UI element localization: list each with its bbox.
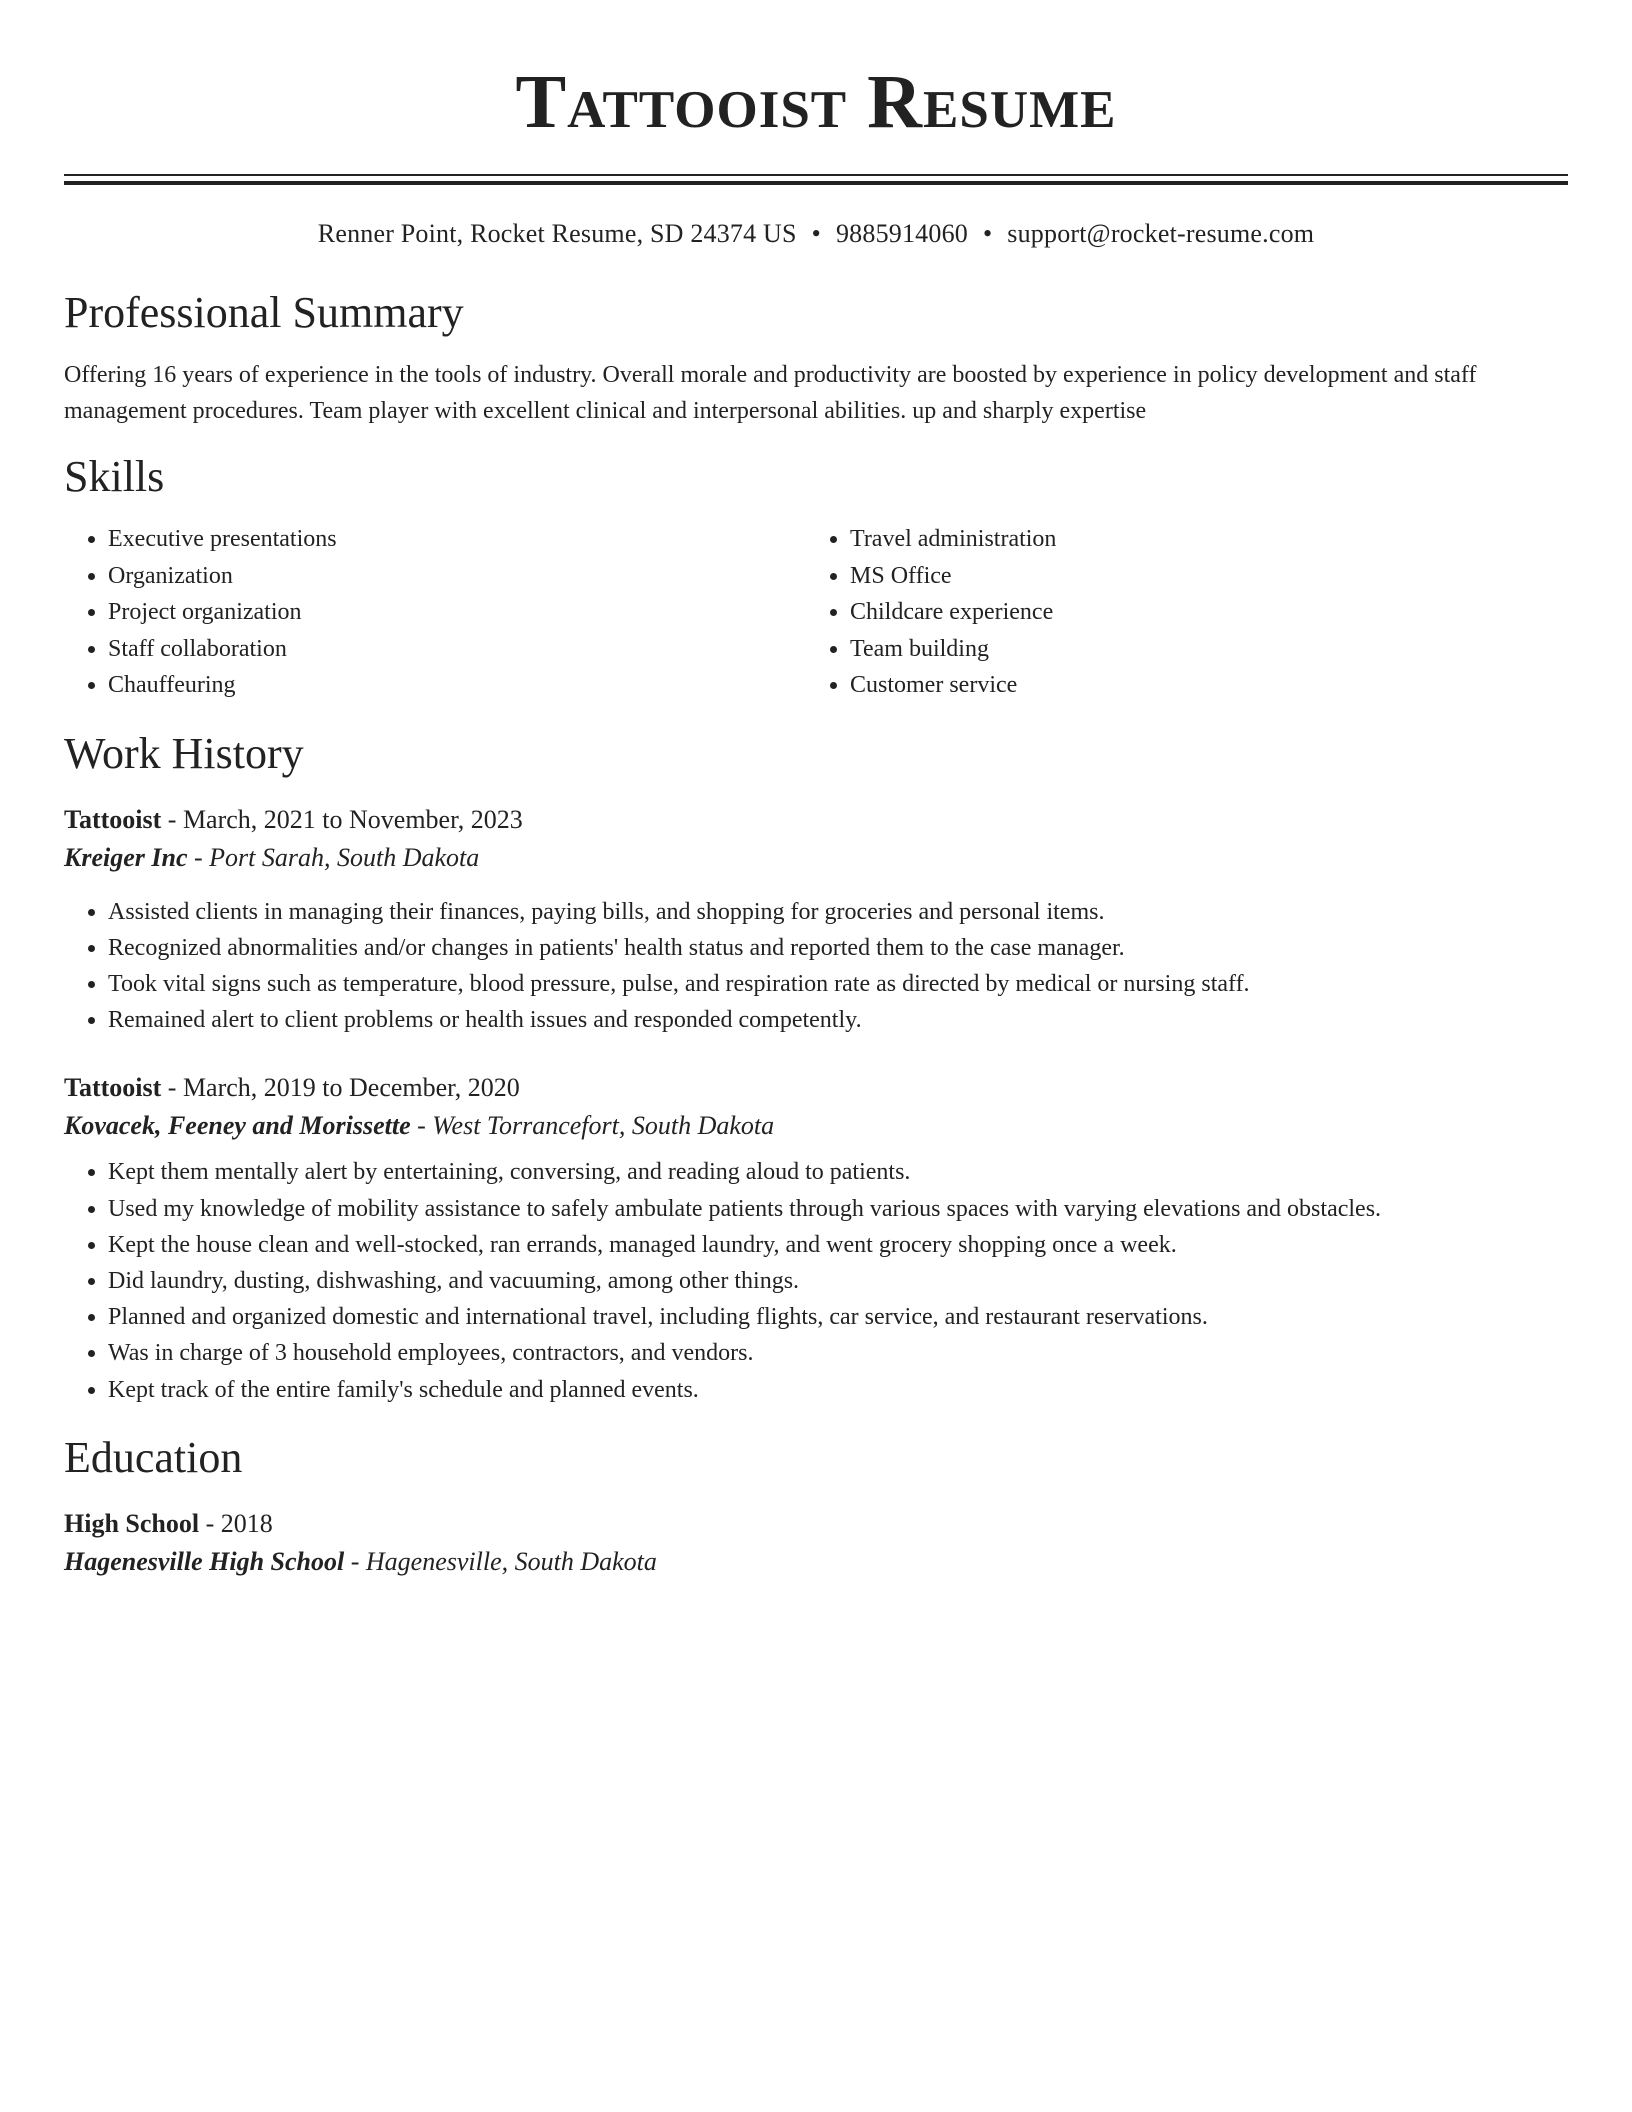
skill-item: • Staff collaboration — [108, 631, 806, 668]
job-title: Tattooist — [64, 1073, 162, 1103]
work-history-heading: Work History — [64, 728, 304, 778]
job-location: - West Torrancefort, South Dakota — [410, 1111, 775, 1141]
duty-item: • Did laundry, dusting, dishwashing, and vacuuming, among other things. — [108, 1263, 1568, 1299]
duty-item: • Kept them mentally alert by entertaining, conversing, and reading aloud to patients. — [108, 1154, 1568, 1190]
duty-item: • Assisted clients in managing their finances, paying bills, and shopping for groceries and personal items. — [108, 894, 1568, 930]
education-entry — [64, 1506, 1568, 1582]
job-duties — [64, 894, 1568, 1039]
duty-item: • Remained alert to client problems or health issues and responded competently. — [108, 1002, 1568, 1038]
duty-item: • Was in charge of 3 household employees, contractors, and vendors. — [108, 1335, 1568, 1371]
skill-item: • Customer service — [850, 667, 1548, 704]
duty-item: • Took vital signs such as temperature, blood pressure, pulse, and respiration rate as directed by medical or nursing staff. — [108, 966, 1568, 1002]
education-school-line — [64, 1542, 1568, 1582]
job-duties — [64, 1154, 1568, 1407]
summary-heading: Professional Summary — [64, 288, 464, 337]
job-header — [64, 1070, 1568, 1106]
skill-item: • Travel administration — [850, 521, 1548, 558]
skill-item: • Executive presentations — [108, 521, 806, 558]
education-degree: High School — [64, 1508, 200, 1538]
duty-item: • Kept the house clean and well-stocked, ran errands, managed laundry, and went grocery shopping once a week. — [108, 1227, 1568, 1263]
job-employer — [64, 1106, 1568, 1146]
skill-item: • Project organization — [108, 594, 806, 631]
job-company: Kovacek, Feeney and Morissette — [64, 1111, 411, 1141]
page-title: Tattooist Resume — [515, 60, 1117, 144]
contact-line — [64, 217, 1568, 251]
duty-item: • Recognized abnormalities and/or changes in patients' health status and reported them to the case manager. — [108, 930, 1568, 966]
contact-email: support@rocket-resume.com — [1007, 219, 1315, 248]
education-year: - 2018 — [199, 1508, 273, 1538]
skills-grid — [64, 521, 1568, 704]
contact-separator: • — [811, 219, 821, 248]
skills-column-left — [64, 521, 806, 704]
skill-item: • Team building — [850, 631, 1548, 668]
duty-item: • Planned and organized domestic and international travel, including flights, car service, and restaurant reservations. — [108, 1299, 1568, 1335]
job-entry — [64, 1070, 1568, 1407]
education-header — [64, 1506, 1568, 1542]
skills-column-right — [806, 521, 1548, 704]
skill-item: • Chauffeuring — [108, 667, 806, 704]
summary-section — [64, 287, 1568, 429]
duty-item: • Kept track of the entire family's schedule and planned events. — [108, 1372, 1568, 1408]
job-title: Tattooist — [64, 804, 162, 834]
skills-section — [64, 451, 1568, 704]
contact-phone: 9885914060 — [835, 219, 968, 248]
contact-address: Renner Point, Rocket Resume, SD 24374 US — [317, 219, 797, 248]
job-dates: - March, 2019 to December, 2020 — [161, 1073, 520, 1103]
education-section — [64, 1432, 1568, 1582]
summary-text: Offering 16 years of experience in the tools of industry. Overall morale and productivity are boosted by experience in policy development and staff management procedures. Team player with excellent clinical and interpersonal abilities. up and sharply expertise — [64, 362, 1477, 424]
contact-separator: • — [982, 219, 993, 248]
education-location: - Hagenesville, South Dakota — [344, 1546, 657, 1576]
title-divider — [64, 174, 1568, 185]
job-location: - Port Sarah, South Dakota — [187, 842, 480, 872]
job-employer — [64, 838, 1568, 878]
skill-item: • Organization — [108, 558, 806, 595]
job-dates: - March, 2021 to November, 2023 — [161, 804, 523, 834]
skill-item: • Childcare experience — [850, 594, 1548, 631]
skill-item: • MS Office — [850, 558, 1548, 595]
work-history-section — [64, 728, 1568, 1408]
job-entry — [64, 802, 1568, 1039]
skills-heading: Skills — [64, 452, 165, 501]
education-school: Hagenesville High School — [64, 1546, 345, 1576]
duty-item: • Used my knowledge of mobility assistance to safely ambulate patients through various spaces with varying elevations and obstacles. — [108, 1191, 1568, 1227]
education-heading: Education — [64, 1432, 243, 1482]
job-company: Kreiger Inc — [64, 842, 188, 872]
job-header — [64, 802, 1568, 838]
